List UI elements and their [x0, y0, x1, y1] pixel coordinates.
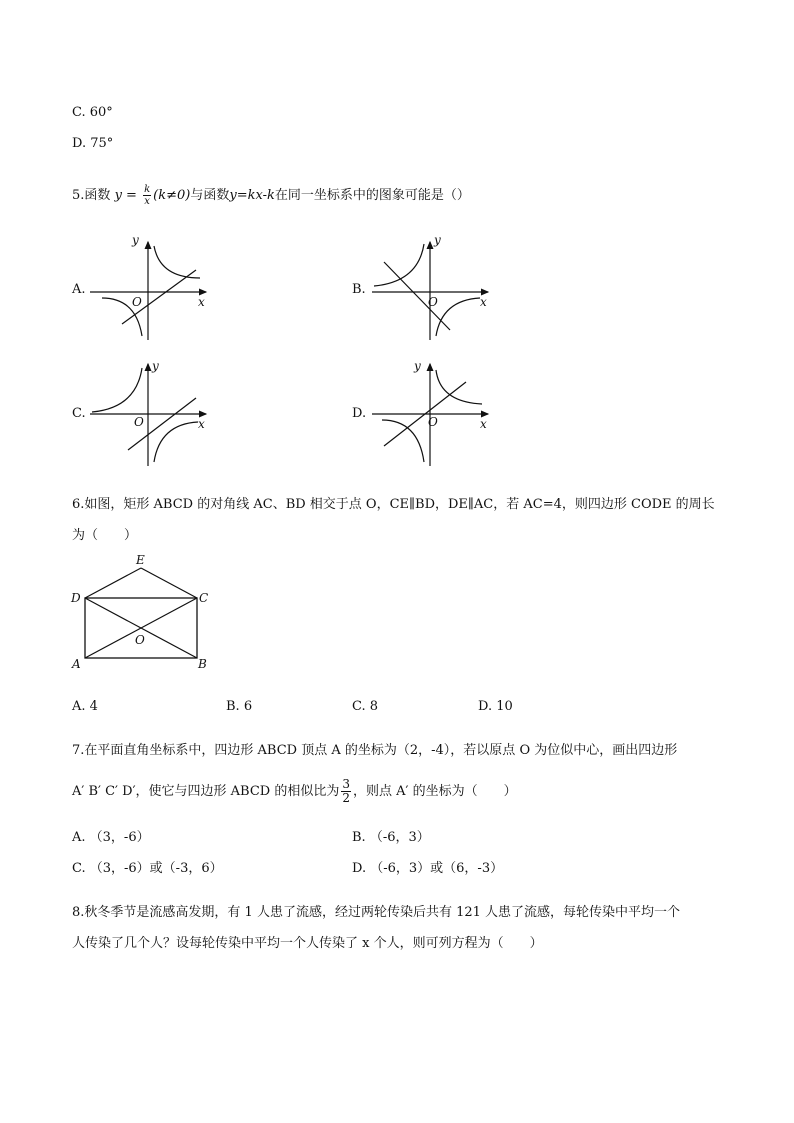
y-label: y — [414, 359, 421, 373]
q5-condition: (k≠0) — [153, 188, 191, 203]
q7-option-a: A. （3，-6） — [72, 830, 150, 845]
hyperbola-branch — [382, 420, 424, 462]
option-c-q4: C. 60° — [72, 105, 113, 120]
point-b-label: B — [198, 657, 207, 671]
q6-option-b: B. 6 — [226, 699, 253, 714]
hyperbola-branch — [374, 244, 424, 286]
q5-text-b: 与函数 — [190, 188, 230, 203]
origin-label: O — [428, 295, 438, 309]
q5-text-a: 函数 — [84, 188, 111, 203]
q5-graph-c — [88, 358, 218, 470]
frac-numerator: k — [144, 184, 151, 195]
frac-numerator: 3 — [342, 777, 350, 791]
q5-graph-d — [370, 358, 500, 470]
q7-option-b: B. （-6，3） — [352, 830, 430, 845]
point-e-label: E — [136, 553, 145, 567]
q7-option-c: C. （3，-6）或（-3，6） — [72, 861, 223, 876]
y-label: y — [132, 233, 139, 247]
q6-option-a: A. 4 — [72, 699, 98, 714]
point-d-label: D — [71, 591, 81, 605]
x-label: x — [480, 295, 487, 309]
question-7-line1: 7.在平面直角坐标系中，四边形 ABCD 顶点 A 的坐标为（2，-4），若以原点 O 为位似中心，画出四边形 — [72, 743, 678, 758]
q7-line2-a: A′ B′ C′ D′，使它与四边形 ABCD 的相似比为 — [72, 784, 340, 799]
option-d-q4: D. 75° — [72, 136, 114, 151]
x-label: x — [198, 295, 205, 309]
hyperbola-branch — [154, 246, 200, 278]
q7-fraction — [341, 778, 351, 805]
hyperbola-branch — [154, 422, 198, 462]
question-7-line2 — [72, 778, 517, 805]
question-8-line2: 人传染了几个人？设每轮传染中平均一个人传染了 x 个人，则可列方程为（ ） — [72, 936, 543, 951]
q5-option-b-label: B. — [352, 282, 366, 297]
origin-label: O — [134, 415, 144, 429]
question-number: 5. — [72, 188, 85, 203]
point-o-label: O — [135, 633, 145, 647]
q5-graph-b — [370, 232, 500, 344]
q6-rectangle-figure — [66, 550, 226, 674]
x-label: x — [480, 417, 487, 431]
frac-denominator: 2 — [342, 791, 350, 805]
hyperbola-branch — [436, 298, 480, 336]
question-5-stem — [72, 184, 470, 207]
q5-fraction — [143, 184, 151, 207]
q5-graph-a — [88, 232, 218, 344]
line-graph — [384, 262, 450, 330]
question-8-line1: 8.秋冬季节是流感高发期，有 1 人患了流感，经过两轮传染后共有 121 人患了流感，每轮传染中平均一个 — [72, 905, 681, 920]
x-label: x — [198, 417, 205, 431]
question-6-line1: 6.如图，矩形 ABCD 的对角线 AC、BD 相交于点 O，CE∥BD，DE∥AC，若 AC=4，则四边形 CODE 的周长 — [72, 497, 715, 512]
question-6-line2: 为（ ） — [72, 528, 138, 543]
segment-ce — [141, 568, 197, 598]
q5-func2: y=kx-k — [229, 188, 275, 203]
origin-label: O — [428, 415, 438, 429]
q5-y: y — [114, 188, 122, 203]
q5-option-d-label: D. — [352, 406, 367, 421]
hyperbola-branch — [92, 368, 142, 412]
frac-denominator: x — [144, 196, 150, 207]
point-c-label: C — [199, 591, 209, 605]
q5-eq: = — [121, 188, 142, 203]
y-label: y — [434, 233, 441, 247]
q6-option-c: C. 8 — [352, 699, 379, 714]
q7-option-d: D. （-6，3）或（6，-3） — [352, 861, 504, 876]
q7-line2-b: ，则点 A′ 的坐标为（ ） — [352, 784, 517, 799]
q5-text-c: 在同一坐标系中的图象可能是（） — [274, 188, 470, 203]
q6-option-d: D. 10 — [478, 699, 513, 714]
q5-option-c-label: C. — [72, 406, 86, 421]
q5-option-a-label: A. — [72, 282, 86, 297]
segment-de — [85, 568, 141, 598]
point-a-label: A — [72, 657, 81, 671]
y-label: y — [152, 359, 159, 373]
origin-label: O — [132, 295, 142, 309]
